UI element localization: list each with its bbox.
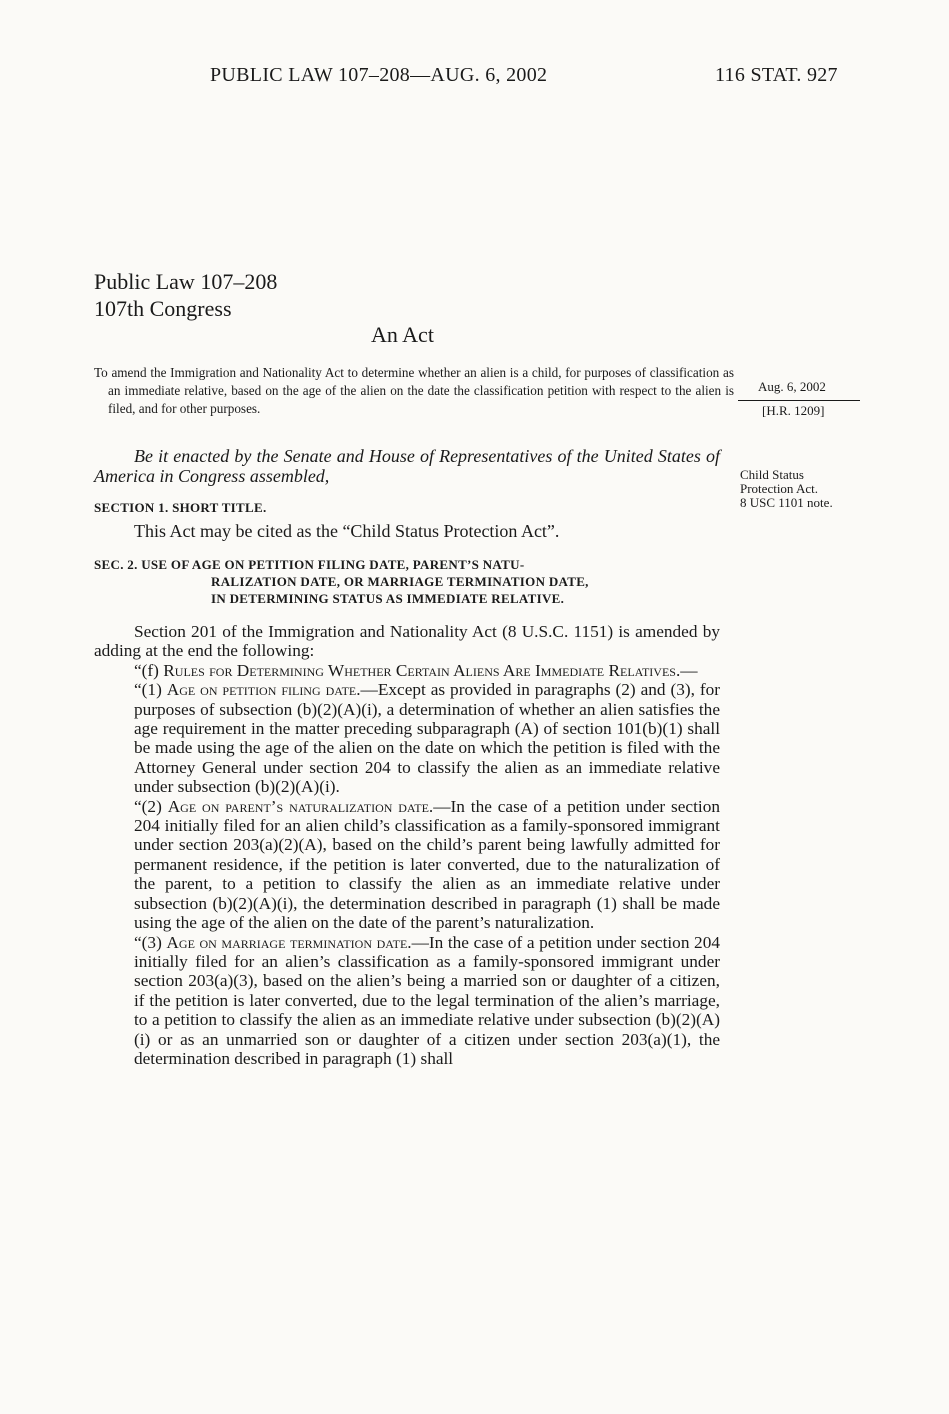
section-2-heading-line: SEC. 2. USE OF AGE ON PETITION FILING DATE, PARENT’S NATU- — [94, 557, 525, 572]
paragraph-heading: Age on parent’s naturalization date.— — [167, 796, 451, 816]
section-1-heading: SECTION 1. SHORT TITLE. — [94, 500, 267, 515]
paragraph-text: In the case of a petition under section 204 initially filed for an alien’s classification as a family-sponsored immigrant under section 203(a)(3), based on the alien’s being a married son or daughter of a citizen, if the petition is later converted, due to the legal termination of the alien’s marriage, to a petition to classify the alien as an immediate relative under subsection (b)(2)(A)(i) or as an unmarried son or daughter of a citizen under section 203(a)(1), the determination described in paragraph (1) shall — [134, 932, 720, 1068]
paragraph-heading: Age on petition filing date.— — [166, 680, 378, 700]
an-act-heading: An Act — [371, 322, 434, 347]
law-number: Public Law 107–208 — [94, 269, 278, 294]
margin-note-line: Child Status — [740, 467, 804, 482]
paragraph-1 — [94, 680, 720, 796]
running-head-left: PUBLIC LAW 107–208—AUG. 6, 2002 — [210, 64, 548, 86]
section-2-heading-line: IN DETERMINING STATUS AS IMMEDIATE RELATIVE. — [211, 591, 565, 606]
paragraph-heading: Age on marriage termination date.— — [166, 932, 429, 952]
margin-note-short-title — [740, 468, 833, 510]
margin-note-line: 8 USC 1101 note. — [740, 495, 833, 510]
section-2-heading-line: RALIZATION DATE, OR MARRIAGE TERMINATION DATE, — [211, 574, 589, 589]
subsection-label: “(f) — [134, 660, 164, 680]
paragraph-label: “(2) — [134, 796, 168, 816]
section-2-heading — [94, 556, 720, 607]
section-2-body — [94, 622, 720, 1068]
section-2-intro: Section 201 of the Immigration and Nationality Act (8 U.S.C. 1151) is amended by adding at the end the following: — [94, 622, 720, 661]
margin-note-date: Aug. 6, 2002 — [758, 379, 826, 394]
paragraph-3 — [94, 933, 720, 1069]
law-title-block — [94, 268, 277, 322]
enacting-clause: Be it enacted by the Senate and House of Representatives of the United States of America in Congress assembled, — [94, 446, 720, 486]
section-1-text: This Act may be cited as the “Child Status Protection Act”. — [134, 521, 560, 541]
margin-note-bill: [H.R. 1209] — [762, 403, 825, 418]
paragraph-text: In the case of a petition under section 204 initially filed for an alien child’s classification as a family-sponsored immigrant under section 203(a)(2)(A), based on the child’s parent being lawfully admitted for permanent residence, if the petition is later converted, due to the naturalization of the parent, to a petition to classify the alien as an immediate relative under subsection (b)(2)(A)(i), the determination described in paragraph (1) shall be made using the age of the alien on the date of the parent’s naturalization. — [134, 796, 720, 933]
congress-number: 107th Congress — [94, 296, 232, 321]
margin-note-rule — [738, 400, 860, 401]
subsection-f-heading — [94, 661, 720, 680]
paragraph-label: “(1) — [134, 680, 167, 700]
paragraph-label: “(3) — [134, 932, 167, 952]
paragraph-2 — [94, 797, 720, 933]
subsection-title: Rules for Determining Whether Certain Aliens Are Immediate Relatives.— — [163, 660, 698, 680]
margin-note-line: Protection Act. — [740, 481, 818, 496]
running-head-page: 116 STAT. 927 — [715, 64, 838, 86]
paragraph-text: Except as provided in paragraphs (2) and (3), for purposes of subsection (b)(2)(A)(i), a determination of whether an alien satisfies the age requirement in the matter preceding subparagraph (A) of section 101(b)(1) shall be made using the age of the alien on the date on which the petition is filed with the Attorney General under section 204 to classify the alien as an immediate relative under subsection (b)(2)(A)(i). — [134, 680, 720, 797]
purpose-clause: To amend the Immigration and Nationality Act to determine whether an alien is a child, for purposes of classification as an immediate relative, based on the age of the alien on the date the classification petition with respect to the alien is filed, and for other purposes. — [94, 365, 734, 416]
